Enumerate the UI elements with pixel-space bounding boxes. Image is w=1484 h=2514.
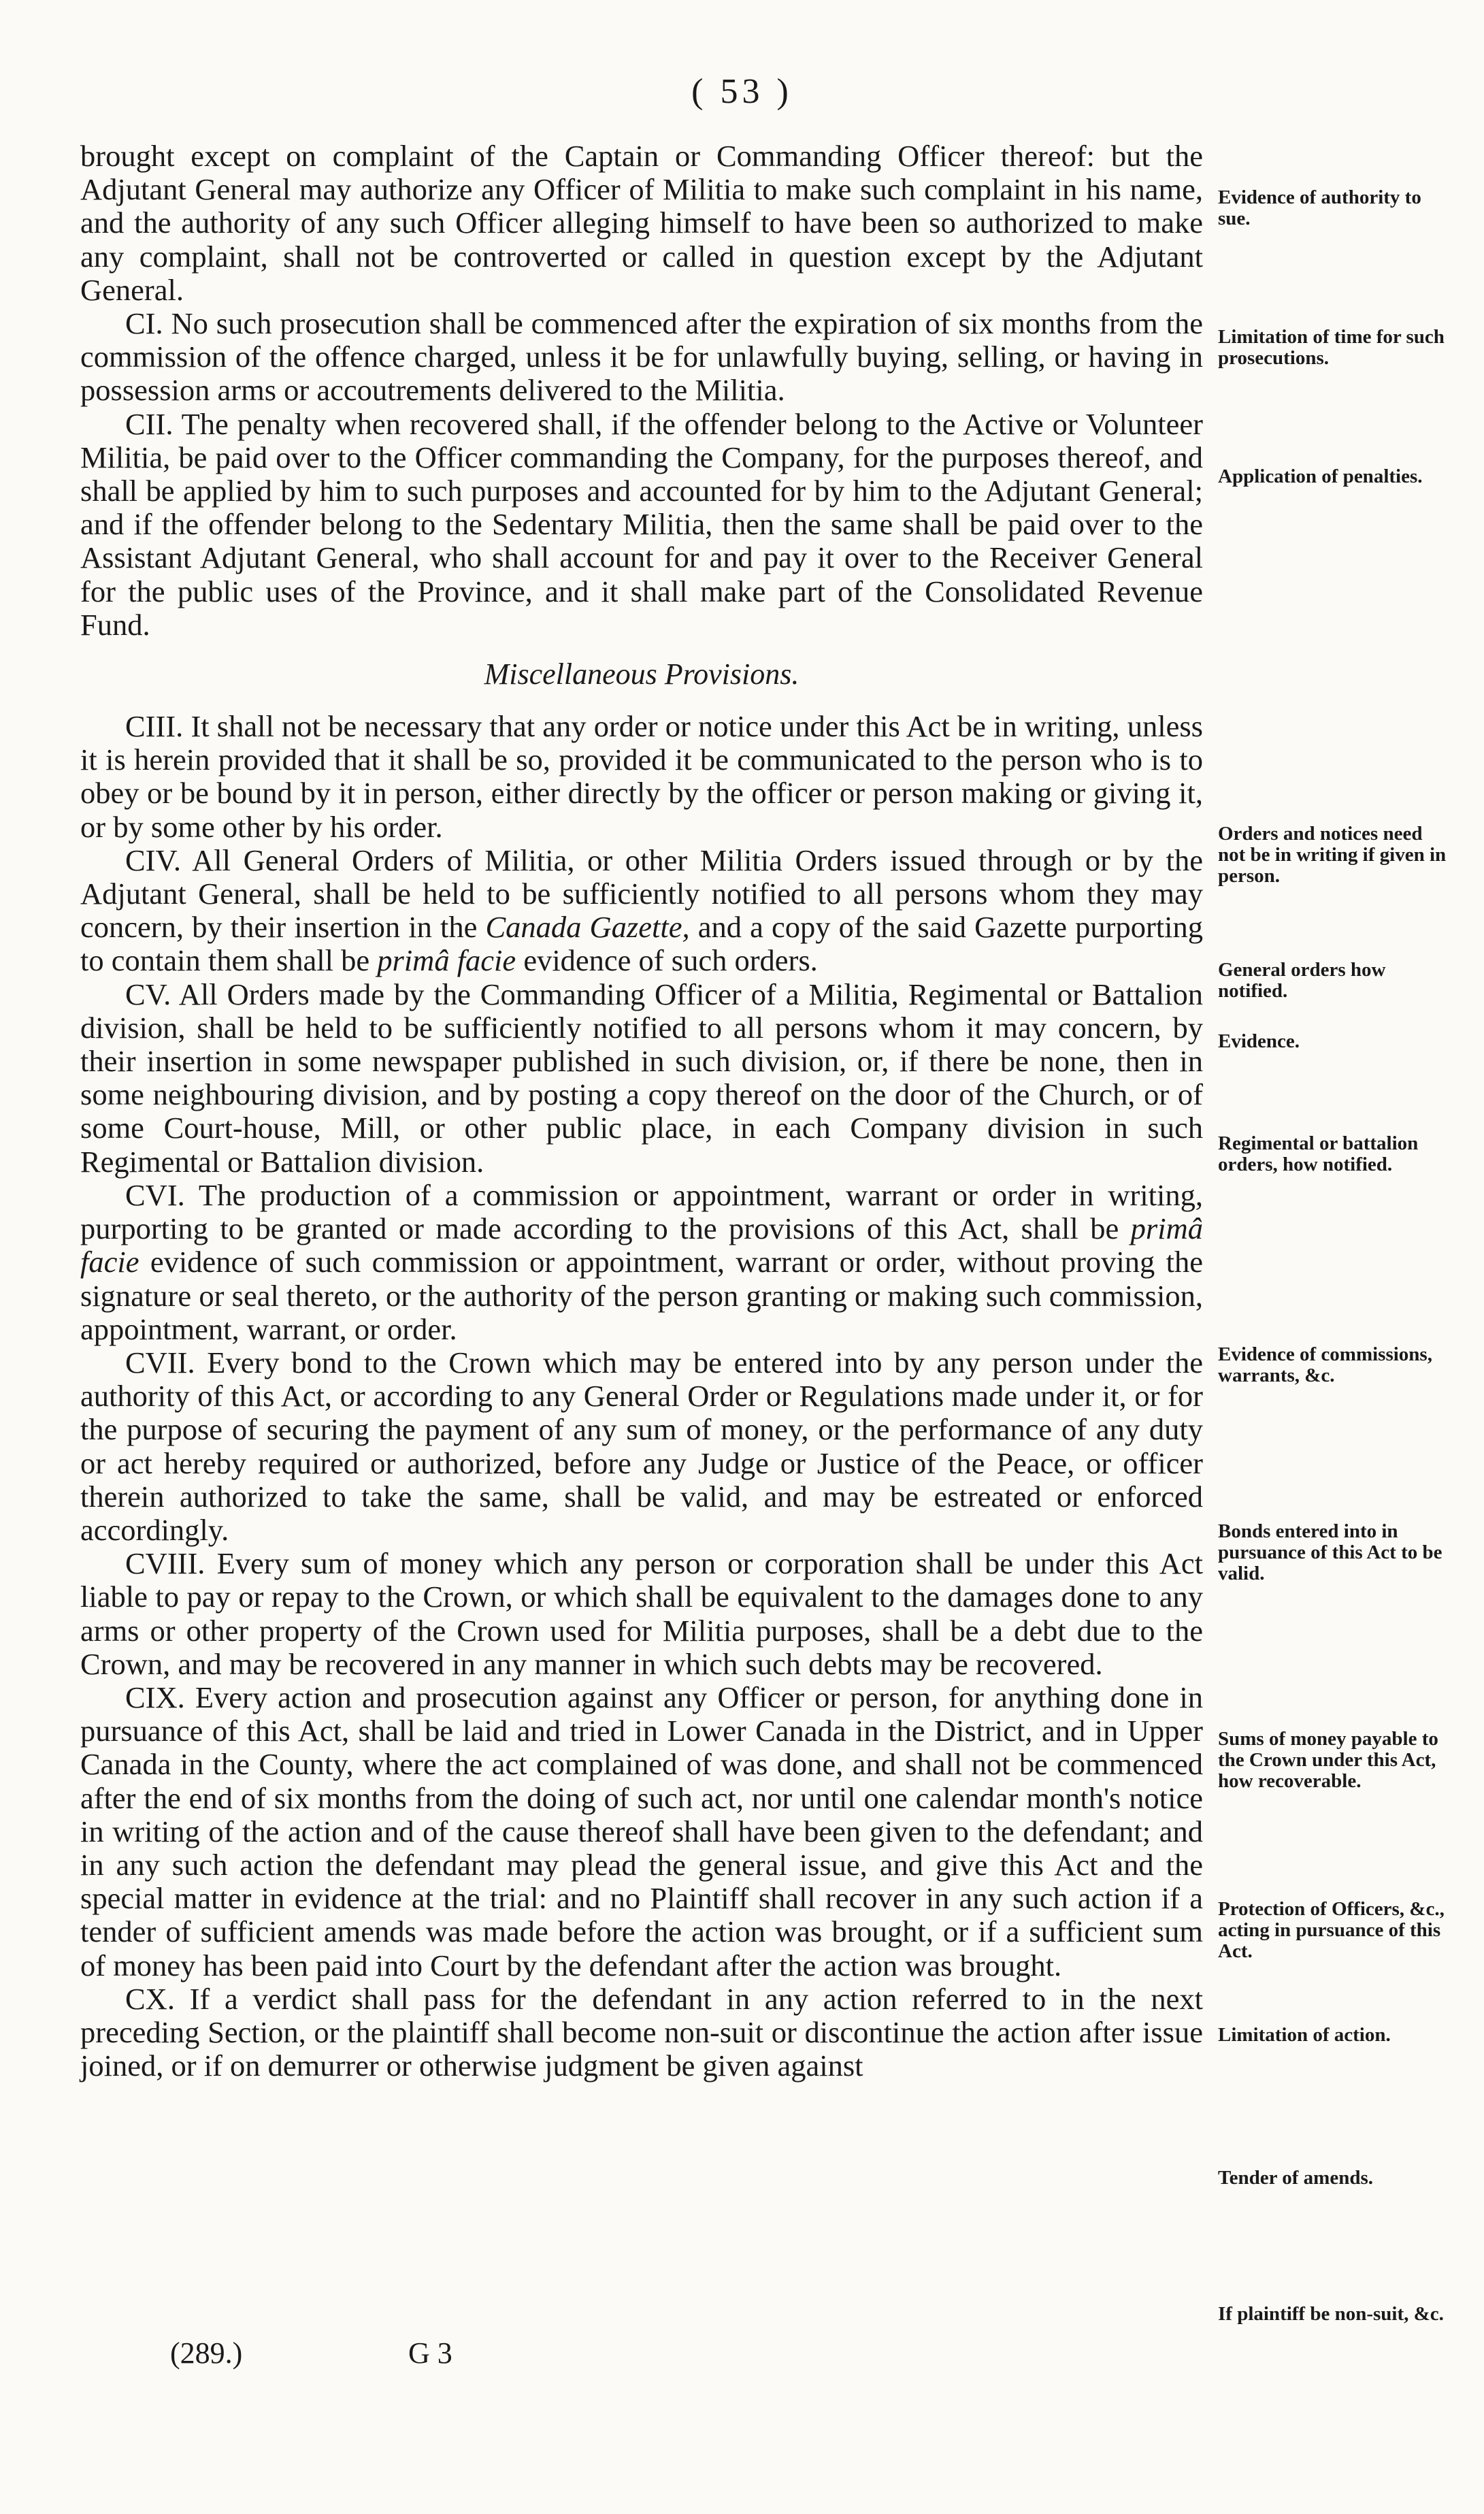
section-cvi-italic-prima-facie: primâ facie xyxy=(80,1211,1203,1279)
side-note-plaintiff-non-suit: If plaintiff be non-suit, &c. xyxy=(1218,2303,1444,2325)
section-civ-text-a: CIV. All General Orders of Militia, or other Militia Orders issued through or by the Adjutant General, shall be held to be sufficiently notified to all persons whom they may concern, by their insertion in the xyxy=(80,843,1203,945)
section-cvii: CVII. Every bond to the Crown which may be entered into by any person under the authority of this Act, or according to any General Order or Regulations made under it, or for the purpose of securing the payment of any sum of money, or the performance of any duty or act hereby required or authorized, before any Judge or Justice of the Peace, or officer therein authorized to take the same, shall be valid, and may be estreated or enforced accordingly. xyxy=(80,1345,1203,1547)
section-civ-text-c: evidence of such orders. xyxy=(516,943,818,978)
paragraph-continuation: brought except on complaint of the Captain or Commanding Officer thereof: but the Adjutant General may authorize any Officer of Militia to make such complaint in his name, and the authority of any such Officer alleging himself to have been so authorized to make any complaint, shall not be controverted or called in question except by the Adjutant General. xyxy=(80,139,1203,307)
section-cx: CX. If a verdict shall pass for the defendant in any action referred to in the next preceding Section, or the plaintiff shall become non-suit or discontinue the action after issue joined, or if on demurrer or otherwise judgment be given against xyxy=(80,1981,1203,2083)
section-civ xyxy=(80,844,1203,978)
side-note-limitation-action: Limitation of action. xyxy=(1218,2024,1391,2046)
side-note-general-orders: General orders how notified. xyxy=(1218,959,1386,1002)
section-cviii: CVIII. Every sum of money which any person or corporation shall be under this Act liable to pay or repay to the Crown, or which shall be equivalent to the damages done to any arms or other property of the Crown used for Militia purposes, shall be a debt due to the Crown, and may be recovered in any manner in which such debts may be recovered. xyxy=(80,1546,1203,1681)
page-number: ( 53 ) xyxy=(691,72,793,111)
section-cix: CIX. Every action and prosecution against any Officer or person, for anything done in pursuance of this Act, shall be laid and tried in Lower Canada in the District, and in Upper Canada in the County, where the act complained of was done, and shall not be commenced after the end of six months from the doing of such act, nor until one calendar month's notice in writing of the action and of the cause thereof shall have been given to the defendant; and in any such action the defendant may plead the general issue, and give this Act and the special matter in evidence at the trial: and no Plaintiff shall recover in any such action if a tender of sufficient amends was made before the action was brought, or if a sufficient sum of money has been paid into Court by the defendant after the action was brought. xyxy=(80,1680,1203,1982)
section-ciii: CIII. It shall not be necessary that any order or notice under this Act be in writing, unless it is herein provided that it shall be so, provided it be communicated to the person who is to obey or be bound by it in person, either directly by the officer or person making or giving it, or by some other by his order. xyxy=(80,709,1203,844)
side-note-evidence: Evidence. xyxy=(1218,1030,1300,1052)
section-cvi-text-b: evidence of such commission or appointment, warrant or order, without proving the signature or seal thereto, or the authority of the person granting or making such commission, appointment, warrant, or order. xyxy=(80,1245,1203,1346)
section-cii: CII. The penalty when recovered shall, if the offender belong to the Active or Volunteer Militia, be paid over to the Officer commanding the Company, for the purposes thereof, and shall be applied by him to such purposes and accounted for by him to the Adjutant General; and if the offender belong to the Sedentary Militia, then the same shall be paid over to the Assistant Adjutant General, who shall account for and pay it over to the Receiver General for the public uses of the Province, and it shall make part of the Consolidated Revenue Fund. xyxy=(80,406,1203,642)
side-note-evidence-commissions: Evidence of commissions, warrants, &c. xyxy=(1218,1343,1432,1386)
side-note-bonds: Bonds entered into in pursuance of this Act to be valid. xyxy=(1218,1520,1442,1584)
side-note-sums-of-money: Sums of money payable to the Crown under this Act, how recoverable. xyxy=(1218,1728,1438,1792)
section-civ-italic-prima-facie: primâ facie xyxy=(377,943,516,978)
page-footer xyxy=(170,2336,452,2370)
section-heading: Miscellaneous Provisions. xyxy=(484,657,799,691)
side-note-evidence-authority: Evidence of authority to sue. xyxy=(1218,186,1421,229)
section-cv: CV. All Orders made by the Commanding Officer of a Militia, Regimental or Battalion division, shall be held to be sufficiently notified to all persons whom it may concern, by their insertion in some newspaper published in such division, or, if there be none, then in some neighbouring division, and by posting a copy thereof on the door of the Church, or of some Court-house, Mill, or other public place, in each Company division in such Regimental or Battalion division. xyxy=(80,977,1203,1179)
section-cvi xyxy=(80,1179,1203,1346)
section-ci: CI. No such prosecution shall be commenced after the expiration of six months from the commission of the offence charged, unless it be for unlawfully buying, selling, or having in possession arms or accoutrements delivered to the Militia. xyxy=(80,306,1203,408)
side-note-regimental-orders: Regimental or battalion orders, how notified. xyxy=(1218,1132,1419,1175)
section-cvi-text-a: CVI. The production of a commission or appointment, warrant or order in writing, purporting to be granted or made according to the provisions of this Act, shall be xyxy=(80,1177,1203,1246)
side-note-application-penalties: Application of penalties. xyxy=(1218,466,1423,487)
signature-mark: G 3 xyxy=(408,2336,452,2370)
main-text-column xyxy=(80,140,1203,2083)
section-civ-italic-gazette: Canada Gazette, xyxy=(485,910,690,945)
footer-number: (289.) xyxy=(170,2336,243,2370)
section-civ-text-b: and a copy of the said Gazette purporting to contain them shall be xyxy=(80,910,1203,978)
side-note-tender-amends: Tender of amends. xyxy=(1218,2167,1374,2189)
side-note-orders-notices: Orders and notices need not be in writing if given in person. xyxy=(1218,823,1447,887)
side-note-protection-officers: Protection of Officers, &c., acting in pursuance of this Act. xyxy=(1218,1898,1445,1962)
side-note-limitation-prosecutions: Limitation of time for such prosecutions. xyxy=(1218,326,1445,369)
